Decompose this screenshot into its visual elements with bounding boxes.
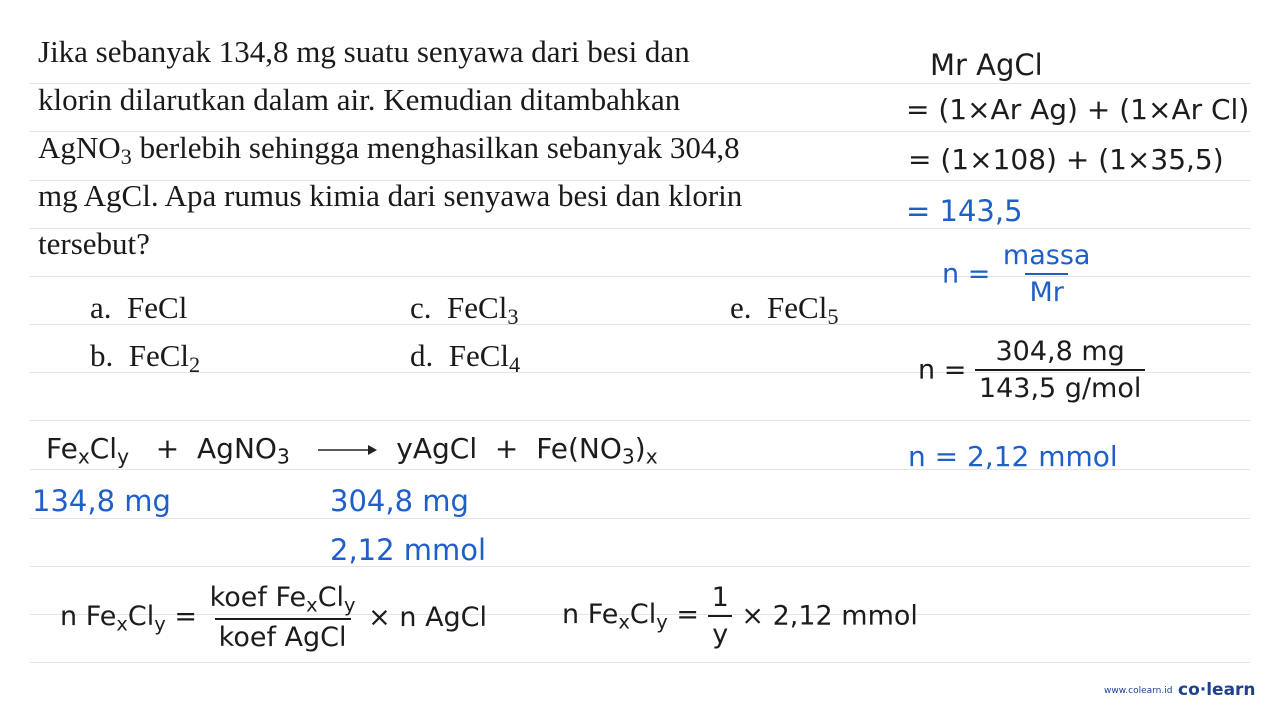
reactant-mass: 134,8 mg [32,484,171,518]
question-line-4: mg AgCl. Apa rumus kimia dari senyawa besi dan klorin [38,178,743,213]
reaction-equation: $Fe_xCl_y$ + AgNO$_3$ yAgCl + $Fe(NO_3)_x$ [46,432,658,469]
colearn-logo: co·learn [1178,680,1256,700]
coefficient-fraction: $\frac{koef Fe_xCl_y}{\text{koef AgCl}}$ [209,582,356,654]
question-line-2: klorin dilarutkan dalam air. Kemudian ditambahkan [38,82,681,117]
mole-substitution: n = $\frac{304,8 mg}{\text{143,5 g/mol}}$ [918,336,1145,404]
agcl-moles: 2,12 mmol [330,533,487,567]
question-line-5: tersebut? [38,226,150,261]
mole-substitution-fraction: $\frac{304,8 mg}{\text{143,5 g/mol}}$ [975,336,1145,404]
mole-ratio-formula: n $Fe_xCl_y$ = $\frac{koef Fe_xCl_y}{\text{koef AgCl}}$ × n AgCl [60,582,488,654]
mr-line-1: = (1×Ar Ag) + (1×Ar Cl) [906,93,1250,126]
mr-line-2: = (1×108) + (1×35,5) [908,143,1224,176]
mr-result: = 143,5 [906,194,1023,228]
option-a: a. FeCl [90,290,188,325]
mr-title: Mr AgCl [930,48,1043,82]
mole-result: n = 2,12 mmol [908,440,1118,473]
option-c: c. FeCl$_3$ [410,290,519,330]
mole-formula: n = $\frac{\text{massa}}{Mr}$ [942,240,1094,308]
footer-url: www.colearn.id [1104,686,1173,696]
reaction-arrow-icon [316,443,378,457]
one-over-y-fraction: $\frac{1}{y}$ [708,582,733,650]
question-line-1: Jika sebanyak 134,8 mg suatu senyawa dari besi dan [38,34,690,69]
agcl-mass: 304,8 mg [330,484,469,518]
option-d: d. FeCl$_4$ [410,338,521,378]
question-line-3: AgNO$_3$ berlebih sehingga menghasilkan sebanyak 304,8 [38,130,740,170]
option-b: b. FeCl$_2$ [90,338,201,378]
option-e: e. FeCl$_5$ [730,290,839,330]
mole-ratio-substitution: n $Fe_xCl_y$ = $\frac{1}{y}$ × 2,12 mmol [562,582,918,650]
mole-fraction: $\frac{\text{massa}}{Mr}$ [1002,240,1091,308]
